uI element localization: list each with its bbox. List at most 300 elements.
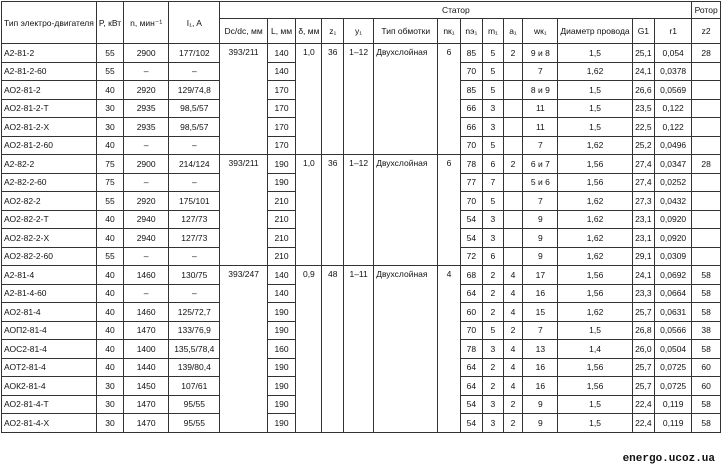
cell-wire-diameter: 1,56 xyxy=(558,173,632,192)
cell-length: 190 xyxy=(267,303,296,322)
cell-m1: 2 xyxy=(483,377,504,396)
cell-ne1: 64 xyxy=(460,358,483,377)
cell-a1: 2 xyxy=(503,321,523,340)
cell-a1 xyxy=(503,81,523,100)
cell-power: 30 xyxy=(96,414,123,433)
cell-z2: 58 xyxy=(692,340,721,359)
col-header-power: P, кВт xyxy=(96,2,123,44)
cell-ne1: 72 xyxy=(460,247,483,266)
cell-a1: 4 xyxy=(503,340,523,359)
cell-power: 40 xyxy=(96,321,123,340)
cell-z2: 58 xyxy=(692,284,721,303)
cell-a1 xyxy=(503,99,523,118)
cell-dc: 393/247 xyxy=(220,266,267,433)
cell-r1: 0,0920 xyxy=(655,229,692,248)
cell-type: А2-81-4 xyxy=(2,266,97,285)
cell-length: 210 xyxy=(267,192,296,211)
cell-type: А2-81-2 xyxy=(2,44,97,63)
cell-z2 xyxy=(692,118,721,137)
cell-wk1: 13 xyxy=(523,340,558,359)
cell-current: 95/55 xyxy=(169,414,220,433)
cell-z2 xyxy=(692,81,721,100)
cell-length: 170 xyxy=(267,136,296,155)
cell-z2: 28 xyxy=(692,155,721,174)
cell-ne1: 70 xyxy=(460,62,483,81)
cell-length: 210 xyxy=(267,247,296,266)
cell-gap: 1,0 xyxy=(296,155,322,266)
cell-a1 xyxy=(503,173,523,192)
cell-a1 xyxy=(503,210,523,229)
cell-r1: 0,0309 xyxy=(655,247,692,266)
cell-speed: 1460 xyxy=(124,303,169,322)
cell-ne1: 78 xyxy=(460,155,483,174)
cell-z1: 36 xyxy=(322,155,344,266)
cell-ne1: 68 xyxy=(460,266,483,285)
cell-g1: 25,7 xyxy=(632,303,654,322)
cell-wk1: 9 xyxy=(523,395,558,414)
cell-g1: 27,3 xyxy=(632,192,654,211)
cell-length: 190 xyxy=(267,173,296,192)
cell-wire-diameter: 1,5 xyxy=(558,44,632,63)
cell-wire-diameter: 1,56 xyxy=(558,284,632,303)
cell-wk1: 9 xyxy=(523,229,558,248)
cell-a1 xyxy=(503,62,523,81)
cell-m1: 3 xyxy=(483,99,504,118)
col-header-type: Тип электро-двигателя xyxy=(2,2,97,44)
cell-power: 55 xyxy=(96,192,123,211)
cell-ne1: 60 xyxy=(460,303,483,322)
cell-m1: 3 xyxy=(483,414,504,433)
cell-ne1: 77 xyxy=(460,173,483,192)
cell-m1: 2 xyxy=(483,284,504,303)
cell-speed: 2940 xyxy=(124,229,169,248)
cell-z2 xyxy=(692,173,721,192)
cell-wk1: 9 xyxy=(523,210,558,229)
cell-wire-diameter: 1,5 xyxy=(558,99,632,118)
cell-m1: 7 xyxy=(483,173,504,192)
cell-type: АОТ2-81-4 xyxy=(2,358,97,377)
cell-ne1: 66 xyxy=(460,99,483,118)
watermark: energo.ucoz.ua xyxy=(622,453,715,465)
cell-y1: 1–12 xyxy=(344,155,374,266)
cell-type: АО2-81-4-Х xyxy=(2,414,97,433)
cell-z2 xyxy=(692,136,721,155)
cell-current: 95/55 xyxy=(169,395,220,414)
cell-wire-diameter: 1,62 xyxy=(558,192,632,211)
cell-wire-diameter: 1,62 xyxy=(558,303,632,322)
cell-winding: Двухслойная xyxy=(374,155,438,266)
cell-m1: 5 xyxy=(483,81,504,100)
cell-ne1: 70 xyxy=(460,321,483,340)
cell-a1: 4 xyxy=(503,358,523,377)
cell-power: 40 xyxy=(96,340,123,359)
cell-r1: 0,0504 xyxy=(655,340,692,359)
cell-z2 xyxy=(692,99,721,118)
cell-current: – xyxy=(169,173,220,192)
cell-a1: 4 xyxy=(503,303,523,322)
cell-ne1: 70 xyxy=(460,192,483,211)
cell-z2: 60 xyxy=(692,377,721,396)
cell-wk1: 6 и 7 xyxy=(523,155,558,174)
cell-r1: 0,0347 xyxy=(655,155,692,174)
cell-ne1: 70 xyxy=(460,136,483,155)
cell-m1: 5 xyxy=(483,136,504,155)
cell-speed: 1470 xyxy=(124,321,169,340)
cell-g1: 24,1 xyxy=(632,62,654,81)
cell-m1: 2 xyxy=(483,266,504,285)
cell-wk1: 17 xyxy=(523,266,558,285)
cell-g1: 22,4 xyxy=(632,414,654,433)
cell-length: 190 xyxy=(267,377,296,396)
col-header-m1: m₁ xyxy=(483,19,504,44)
cell-wk1: 7 xyxy=(523,192,558,211)
cell-speed: 1440 xyxy=(124,358,169,377)
cell-a1 xyxy=(503,247,523,266)
cell-wire-diameter: 1,62 xyxy=(558,136,632,155)
cell-g1: 26,8 xyxy=(632,321,654,340)
cell-current: 125/72,7 xyxy=(169,303,220,322)
cell-ne1: 66 xyxy=(460,118,483,137)
cell-type: АО2-81-4-Т xyxy=(2,395,97,414)
cell-g1: 25,1 xyxy=(632,44,654,63)
col-header-dc: Dc/dc, мм xyxy=(220,19,267,44)
cell-a1: 4 xyxy=(503,266,523,285)
cell-power: 40 xyxy=(96,303,123,322)
cell-length: 140 xyxy=(267,266,296,285)
col-header-z1: z₁ xyxy=(322,19,344,44)
cell-z2: 60 xyxy=(692,358,721,377)
cell-type: АО2-81-4 xyxy=(2,303,97,322)
cell-ne1: 85 xyxy=(460,81,483,100)
cell-length: 160 xyxy=(267,340,296,359)
cell-ne1: 85 xyxy=(460,44,483,63)
cell-g1: 26,0 xyxy=(632,340,654,359)
table-body xyxy=(2,44,721,433)
cell-z2: 58 xyxy=(692,266,721,285)
cell-r1: 0,0692 xyxy=(655,266,692,285)
cell-a1: 2 xyxy=(503,395,523,414)
cell-g1: 27,4 xyxy=(632,155,654,174)
cell-wire-diameter: 1,56 xyxy=(558,377,632,396)
cell-power: 75 xyxy=(96,173,123,192)
cell-z2: 38 xyxy=(692,321,721,340)
cell-current: 98,5/57 xyxy=(169,118,220,137)
cell-a1 xyxy=(503,118,523,137)
cell-g1: 25,2 xyxy=(632,136,654,155)
cell-speed: 2935 xyxy=(124,118,169,137)
cell-dc: 393/211 xyxy=(220,155,267,266)
col-header-r1: r1 xyxy=(655,19,692,44)
cell-wire-diameter: 1,62 xyxy=(558,62,632,81)
cell-r1: 0,0725 xyxy=(655,358,692,377)
cell-z2 xyxy=(692,192,721,211)
cell-power: 30 xyxy=(96,118,123,137)
cell-speed: 2920 xyxy=(124,81,169,100)
cell-z2 xyxy=(692,229,721,248)
cell-nk1: 6 xyxy=(438,44,460,155)
cell-r1: 0,0496 xyxy=(655,136,692,155)
cell-wire-diameter: 1,62 xyxy=(558,229,632,248)
cell-current: 177/102 xyxy=(169,44,220,63)
cell-r1: 0,0378 xyxy=(655,62,692,81)
cell-z2 xyxy=(692,210,721,229)
cell-power: 30 xyxy=(96,395,123,414)
cell-winding: Двухслойная xyxy=(374,266,438,433)
cell-nk1: 6 xyxy=(438,155,460,266)
cell-r1: 0,0920 xyxy=(655,210,692,229)
cell-wire-diameter: 1,5 xyxy=(558,118,632,137)
cell-wire-diameter: 1,5 xyxy=(558,81,632,100)
cell-wk1: 8 и 9 xyxy=(523,81,558,100)
cell-r1: 0,0569 xyxy=(655,81,692,100)
cell-wire-diameter: 1,4 xyxy=(558,340,632,359)
cell-speed: 2900 xyxy=(124,44,169,63)
cell-m1: 5 xyxy=(483,44,504,63)
cell-ne1: 78 xyxy=(460,340,483,359)
col-header-y1: y₁ xyxy=(344,19,374,44)
cell-power: 55 xyxy=(96,247,123,266)
cell-r1: 0,0664 xyxy=(655,284,692,303)
table-header xyxy=(2,2,721,44)
cell-current: 130/75 xyxy=(169,266,220,285)
cell-power: 30 xyxy=(96,377,123,396)
cell-a1 xyxy=(503,136,523,155)
cell-power: 40 xyxy=(96,284,123,303)
cell-length: 170 xyxy=(267,81,296,100)
cell-type: АО2-82-2 xyxy=(2,192,97,211)
cell-r1: 0,0252 xyxy=(655,173,692,192)
cell-power: 40 xyxy=(96,210,123,229)
cell-z2 xyxy=(692,247,721,266)
cell-wk1: 9 xyxy=(523,247,558,266)
cell-wk1: 9 и 8 xyxy=(523,44,558,63)
cell-m1: 3 xyxy=(483,340,504,359)
cell-length: 210 xyxy=(267,210,296,229)
cell-y1: 1–12 xyxy=(344,44,374,155)
col-header-wire-diameter: Диаметр провода xyxy=(558,19,632,44)
cell-current: – xyxy=(169,136,220,155)
cell-current: 214/124 xyxy=(169,155,220,174)
cell-wk1: 11 xyxy=(523,118,558,137)
cell-speed: – xyxy=(124,284,169,303)
cell-m1: 3 xyxy=(483,395,504,414)
cell-z2: 58 xyxy=(692,395,721,414)
cell-z2: 58 xyxy=(692,414,721,433)
col-header-a1: a₁ xyxy=(503,19,523,44)
cell-type: АО2-81-2-Х xyxy=(2,118,97,137)
cell-m1: 6 xyxy=(483,247,504,266)
cell-dc: 393/211 xyxy=(220,44,267,155)
cell-power: 55 xyxy=(96,62,123,81)
cell-ne1: 54 xyxy=(460,210,483,229)
cell-r1: 0,0566 xyxy=(655,321,692,340)
cell-speed: 1460 xyxy=(124,266,169,285)
cell-type: АО2-81-2-Т xyxy=(2,99,97,118)
col-header-speed: n, мин⁻¹ xyxy=(124,2,169,44)
cell-length: 190 xyxy=(267,321,296,340)
cell-z1: 48 xyxy=(322,266,344,433)
cell-current: 175/101 xyxy=(169,192,220,211)
cell-speed: 2900 xyxy=(124,155,169,174)
cell-current: – xyxy=(169,247,220,266)
cell-r1: 0,119 xyxy=(655,395,692,414)
col-header-winding: Тип обмотки xyxy=(374,19,438,44)
col-header-g1: G1 xyxy=(632,19,654,44)
cell-type: АО2-82-2-Т xyxy=(2,210,97,229)
cell-r1: 0,122 xyxy=(655,118,692,137)
cell-g1: 26,6 xyxy=(632,81,654,100)
cell-a1: 2 xyxy=(503,414,523,433)
col-header-nk1: nк₁ xyxy=(438,19,460,44)
cell-a1 xyxy=(503,192,523,211)
cell-a1: 4 xyxy=(503,284,523,303)
cell-speed: 1470 xyxy=(124,395,169,414)
cell-power: 40 xyxy=(96,266,123,285)
cell-g1: 24,1 xyxy=(632,266,654,285)
cell-type: АОК2-81-4 xyxy=(2,377,97,396)
cell-type: АО2-81-2-60 xyxy=(2,136,97,155)
col-header-ne1: nэ₁ xyxy=(460,19,483,44)
cell-wire-diameter: 1,5 xyxy=(558,321,632,340)
cell-wire-diameter: 1,5 xyxy=(558,414,632,433)
cell-current: 127/73 xyxy=(169,210,220,229)
cell-wk1: 16 xyxy=(523,284,558,303)
cell-g1: 25,7 xyxy=(632,377,654,396)
rotor-group-header: Ротор xyxy=(692,2,721,19)
table-row xyxy=(2,155,721,174)
cell-power: 40 xyxy=(96,81,123,100)
cell-speed: – xyxy=(124,247,169,266)
cell-type: АОС2-81-4 xyxy=(2,340,97,359)
cell-m1: 3 xyxy=(483,118,504,137)
motor-data-table xyxy=(1,1,721,433)
cell-g1: 23,1 xyxy=(632,210,654,229)
cell-wire-diameter: 1,62 xyxy=(558,247,632,266)
cell-wk1: 16 xyxy=(523,358,558,377)
cell-type: АО2-82-2-Х xyxy=(2,229,97,248)
cell-length: 140 xyxy=(267,62,296,81)
cell-speed: 2935 xyxy=(124,99,169,118)
cell-speed: 2920 xyxy=(124,192,169,211)
cell-wk1: 5 и 6 xyxy=(523,173,558,192)
cell-wk1: 16 xyxy=(523,377,558,396)
col-header-wk1: wк₁ xyxy=(523,19,558,44)
cell-type: А2-82-2-60 xyxy=(2,173,97,192)
col-header-z2: z2 xyxy=(692,19,721,44)
cell-m1: 3 xyxy=(483,229,504,248)
col-header-length: L, мм xyxy=(267,19,296,44)
cell-g1: 22,4 xyxy=(632,395,654,414)
cell-ne1: 64 xyxy=(460,377,483,396)
cell-gap: 0,9 xyxy=(296,266,322,433)
cell-current: 98,5/57 xyxy=(169,99,220,118)
cell-power: 40 xyxy=(96,136,123,155)
cell-wire-diameter: 1,5 xyxy=(558,395,632,414)
cell-wire-diameter: 1,62 xyxy=(558,210,632,229)
cell-speed: 1400 xyxy=(124,340,169,359)
cell-wk1: 7 xyxy=(523,321,558,340)
cell-wire-diameter: 1,56 xyxy=(558,155,632,174)
cell-z2: 58 xyxy=(692,303,721,322)
cell-type: АОП2-81-4 xyxy=(2,321,97,340)
cell-m1: 5 xyxy=(483,62,504,81)
cell-length: 210 xyxy=(267,229,296,248)
cell-speed: – xyxy=(124,136,169,155)
cell-current: 129/74,8 xyxy=(169,81,220,100)
cell-g1: 29,1 xyxy=(632,247,654,266)
cell-a1: 2 xyxy=(503,155,523,174)
cell-length: 140 xyxy=(267,284,296,303)
cell-gap: 1,0 xyxy=(296,44,322,155)
cell-ne1: 54 xyxy=(460,414,483,433)
cell-power: 40 xyxy=(96,229,123,248)
cell-a1: 4 xyxy=(503,377,523,396)
cell-m1: 2 xyxy=(483,303,504,322)
cell-r1: 0,0631 xyxy=(655,303,692,322)
cell-power: 55 xyxy=(96,44,123,63)
cell-length: 170 xyxy=(267,118,296,137)
cell-length: 190 xyxy=(267,414,296,433)
cell-length: 170 xyxy=(267,99,296,118)
cell-wk1: 9 xyxy=(523,414,558,433)
cell-g1: 23,5 xyxy=(632,99,654,118)
cell-z2: 28 xyxy=(692,44,721,63)
cell-wire-diameter: 1,56 xyxy=(558,358,632,377)
cell-current: 133/76,9 xyxy=(169,321,220,340)
cell-current: – xyxy=(169,284,220,303)
cell-r1: 0,122 xyxy=(655,99,692,118)
cell-wire-diameter: 1,56 xyxy=(558,266,632,285)
cell-m1: 2 xyxy=(483,358,504,377)
cell-current: – xyxy=(169,62,220,81)
cell-type: АО2-81-2 xyxy=(2,81,97,100)
cell-wk1: 15 xyxy=(523,303,558,322)
cell-g1: 22,5 xyxy=(632,118,654,137)
cell-a1: 2 xyxy=(503,44,523,63)
cell-speed: 1450 xyxy=(124,377,169,396)
cell-g1: 23,3 xyxy=(632,284,654,303)
col-header-current: I₁, A xyxy=(169,2,220,44)
cell-g1: 27,4 xyxy=(632,173,654,192)
cell-r1: 0,119 xyxy=(655,414,692,433)
cell-m1: 6 xyxy=(483,155,504,174)
cell-type: А2-81-2-60 xyxy=(2,62,97,81)
table-row xyxy=(2,44,721,63)
table-row xyxy=(2,266,721,285)
cell-r1: 0,0432 xyxy=(655,192,692,211)
cell-power: 75 xyxy=(96,155,123,174)
cell-type: АО2-82-2-60 xyxy=(2,247,97,266)
cell-r1: 0,0725 xyxy=(655,377,692,396)
cell-power: 30 xyxy=(96,99,123,118)
stator-group-header: Статор xyxy=(220,2,692,19)
cell-ne1: 64 xyxy=(460,284,483,303)
cell-winding: Двухслойная xyxy=(374,44,438,155)
cell-length: 190 xyxy=(267,358,296,377)
cell-wk1: 7 xyxy=(523,62,558,81)
cell-ne1: 54 xyxy=(460,229,483,248)
cell-current: 127/73 xyxy=(169,229,220,248)
cell-m1: 5 xyxy=(483,321,504,340)
cell-speed: 1470 xyxy=(124,414,169,433)
cell-nk1: 4 xyxy=(438,266,460,433)
cell-r1: 0,054 xyxy=(655,44,692,63)
cell-power: 40 xyxy=(96,358,123,377)
cell-current: 135,5/78,4 xyxy=(169,340,220,359)
cell-speed: – xyxy=(124,62,169,81)
cell-current: 139/80,4 xyxy=(169,358,220,377)
cell-m1: 5 xyxy=(483,192,504,211)
